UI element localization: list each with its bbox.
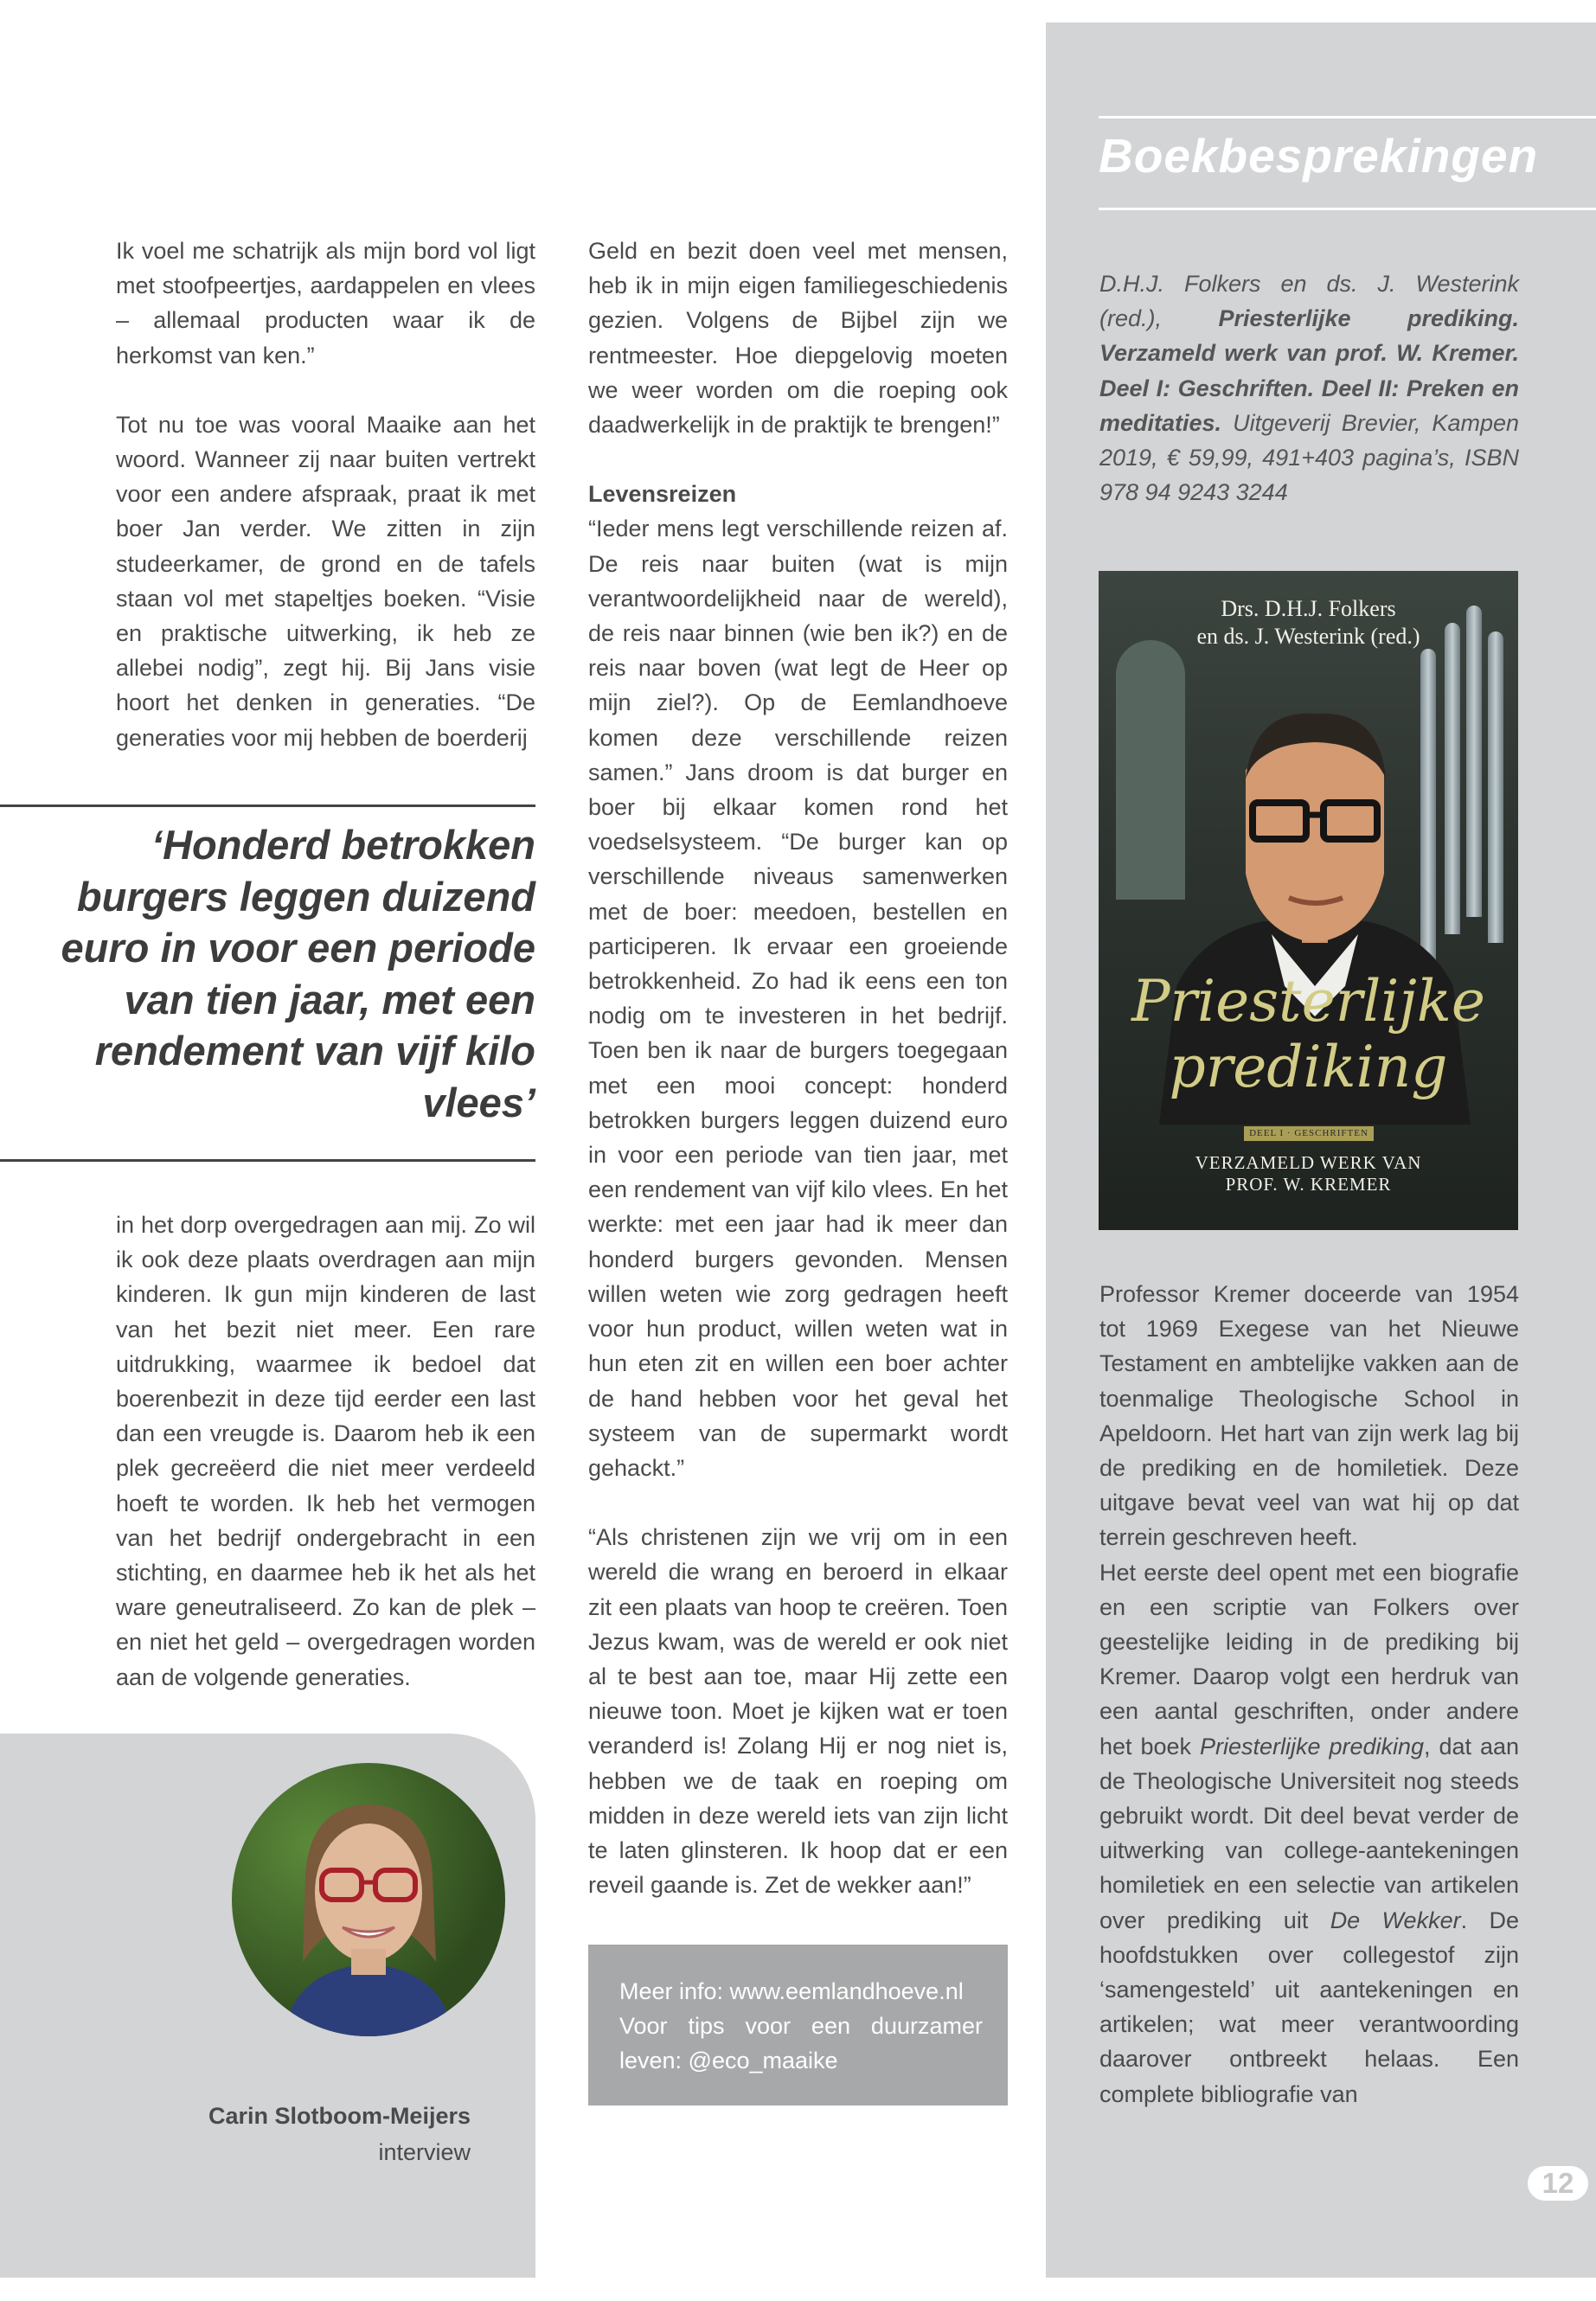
cover-subtitle-line1: VERZAMELD WERK VAN: [1195, 1152, 1422, 1173]
article-column-1-bottom: [116, 1208, 535, 1695]
info-box-text: [619, 1974, 983, 2079]
review-text-run: . De hoofdstukken over collegestof zijn ‘samengesteld’ uit aantekeningen en artikelen; wat meer verantwoording daarover ontbreekt helaas. Een complete bibliografie van: [1099, 1907, 1519, 2107]
author-name: Carin Slotboom-Meijers: [208, 2103, 471, 2129]
review-paragraph: Professor Kremer doceerde van 1954 tot 1969 Exegese van het Nieuwe Testament en ambtelijke vakken aan de toenmalige Theologische School in Apeldoorn. Het hart van zijn werk lag bij de prediking en de homiletiek. Deze uitgave bevat veel van wat hij op dat terrein geschreven heeft.: [1099, 1281, 1519, 1551]
article-paragraph: “Ieder mens legt verschillende reizen af. De reis naar buiten (wat is mijn verantwoordelijkheid naar de wereld), de reis naar binnen (wie ben ik?) en de reis naar boven (wat legt de Heer op mijn ziel?). Op de Eemlandhoeve komen deze verschillende reizen samen.” Jans droom is dat burger en boer bij elkaar komen rond het voedselsysteem. “De burger kan op verschillende niveaus samenwerken met de boer: meedoen, bestellen en participeren. Ik ervaar een groeiende betrokkenheid. Zo had ik eens een ton nodig om te investeren in het bedrijf. Toen ben ik naar de burgers toegegaan met een mooi concept: honderd betrokken burgers leggen duizend euro in voor een periode van tien jaar, met een rendement van vijf kilo vlees. En het werkte: met een jaar had ik meer dan honderd burgers gevonden. Mensen willen weten wie zorg gedragen heeft voor hun product, willen weten wat in hun eten zit en willen een boer achter de hand hebben voor het geval het systeem van de supermarkt wordt gehackt.”: [588, 516, 1008, 1481]
cover-volume-badge: DEEL I · GESCHRIFTEN: [1244, 1126, 1374, 1141]
book-cover-image: [1099, 571, 1518, 1230]
section-rule-top: [1099, 116, 1596, 119]
article-paragraph: Ik voel me schatrijk als mijn bord vol ligt met stoofpeertjes, aardappelen en vlees – allemaal producten waar ik de herkomst van ken.”: [116, 238, 535, 369]
article-subheading: Levensreizen: [588, 481, 737, 508]
article-column-2: [588, 234, 1008, 1902]
cover-title-line2: prediking: [1169, 1034, 1448, 1100]
organ-pipe: [1488, 631, 1503, 943]
pull-quote-rule-top: [0, 804, 535, 807]
pull-quote-rule-bottom: [0, 1159, 535, 1162]
section-title: Boekbesprekingen: [1099, 129, 1539, 183]
info-tips: Voor tips voor een duurzamer leven: @eco_maaike: [619, 2013, 983, 2074]
cover-title-line1: Priesterlijke: [1131, 968, 1485, 1035]
section-rule-bottom: [1099, 208, 1596, 210]
cover-subtitle-line2: PROF. W. KREMER: [1225, 1174, 1392, 1195]
cover-author-line1: Drs. D.H.J. Folkers: [1221, 596, 1396, 621]
cover-title: [1099, 969, 1518, 1100]
article-paragraph: in het dorp overgedragen aan mij. Zo wil ik ook deze plaats overdragen aan mijn kinderen. Ik gun mijn kinderen de last van het bezit niet meer. Een rare uitdrukking, waarmee ik bedoel dat boerenbezit in deze tijd eerder een last dan een vreugde is. Daarom heb ik een plek gecreëerd die niet meer verdeeld hoeft te worden. Ik heb het vermogen van het bedrijf ondergebracht in een stichting, en daarmee heb ik het als het ware geneutraliseerd. Zo kan de plek – en niet het geld – overgedragen worden aan de volgende generaties.: [116, 1212, 535, 1690]
review-text-run: Het eerste deel opent met een biografie en een scriptie van Folkers over geestelijke leiding in de prediking bij Kremer. Daarop volgt een herdruk van een aantal geschriften, onder andere het boek: [1099, 1559, 1519, 1759]
article-paragraph: Geld en bezit doen veel met mensen, heb ik in mijn eigen familiegeschiedenis gezien. Volgens de Bijbel zijn we rentmeester. Hoe diepgelovig moeten we weer worden om die roeping ook daadwerkelijk in de praktijk te brengen!”: [588, 238, 1008, 439]
author-photo: [232, 1763, 505, 2036]
book-publication-details: Uitgeverij Brevier, Kampen 2019, € 59,99, 491+403 pagina’s, ISBN 978 94 9243 3244: [1099, 409, 1519, 506]
review-text-run: , dat aan de Theologische Universiteit nog steeds gebruikt wordt. Dit deel bevat verder de uitwerking van college-aantekeningen homiletiek en een selectie van artikelen over prediking uit: [1099, 1733, 1519, 1933]
cover-author: [1099, 595, 1518, 651]
book-review-text: [1099, 1277, 1519, 2112]
author-role: interview: [378, 2139, 471, 2165]
cover-subtitle: [1099, 1152, 1518, 1195]
book-reference: [1099, 266, 1519, 510]
cover-author-line2: en ds. J. Westerink (red.): [1196, 624, 1420, 649]
info-website: Meer info: www.eemlandhoeve.nl: [619, 1978, 964, 2004]
review-paragraph: [1099, 1555, 1519, 2112]
review-book-title: Priesterlijke prediking: [1199, 1733, 1425, 1759]
page-number: 12: [1528, 2166, 1588, 2201]
article-paragraph: Tot nu toe was vooral Maaike aan het woord. Wanneer zij naar buiten vertrekt voor een andere afspraak, praat ik met boer Jan verder. We zitten in zijn studeerkamer, de grond en de tafels staan vol met stapeltjes boeken. “Visie en praktische uitwerking, ik heb ze allebei nodig”, zegt hij. Bij Jans visie hoort het denken in generaties. “De generaties voor mij hebben de boerderij: [116, 411, 535, 751]
book-editors: D.H.J. Folkers en ds. J. Westerink (red.),: [1099, 271, 1519, 332]
article-column-1-top: [116, 234, 535, 755]
book-title-ref: Priesterlijke prediking. Verzameld werk van prof. W. Kremer. Deel I: Geschriften. Deel II: Preken en meditaties.: [1099, 305, 1519, 436]
pull-quote: ‘Honderd betrokken burgers leggen duizend euro in voor een periode van tien jaar, met een rendement van vijf kilo vlees’: [61, 822, 535, 1125]
review-magazine-title: De Wekker: [1330, 1907, 1461, 1933]
article-paragraph: “Als christenen zijn we vrij om in een wereld die wrang en beroerd in elkaar zit een plaats van hoop te creëren. Toen Jezus kwam, was de wereld er ook niet al te best aan toe, maar Hij zette een nieuwe toon. Moet je kijken wat er toen veranderd is! Zolang Hij er nog niet is, hebben we de taak en roeping om midden in deze wereld iets van zijn licht te laten glinsteren. Ik hoop dat er een reveil gaande is. Zet de wekker aan!”: [588, 1524, 1008, 1899]
